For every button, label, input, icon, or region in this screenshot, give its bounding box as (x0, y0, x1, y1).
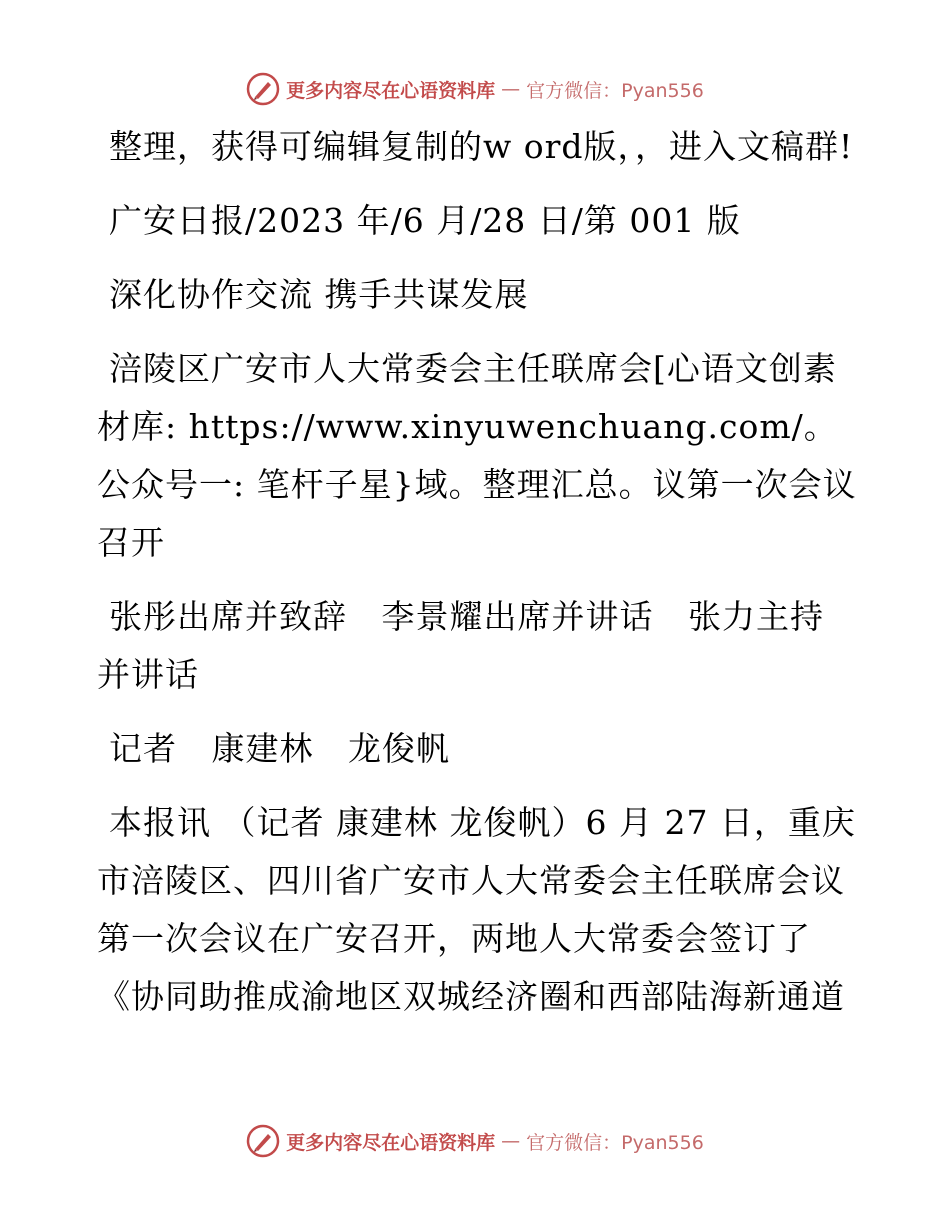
watermark-dash: — (501, 78, 521, 100)
watermark-dash: — (501, 1130, 521, 1152)
watermark-text: 更多内容尽在心语资料库 (286, 1131, 496, 1154)
paragraph-subheadline: 涪陵区广安市人大常委会主任联席会[心语文创素材库: https://www.xinyuwenchuang.com/。公众号一: 笔杆子星}域。整理汇总。议第一次会议召开 (97, 349, 857, 562)
document-body (97, 118, 857, 1042)
pen-logo-icon (246, 1124, 280, 1158)
paragraph-reporters: 记者 康建林 龙俊帆 (109, 729, 450, 768)
paragraph-speakers: 张彤出席并致辞 李景耀出席并讲话 张力主持并讲话 (97, 597, 824, 694)
paragraph-source: 广安日报/2023 年/6 月/28 日/第 001 版 (109, 201, 741, 240)
paragraph-headline: 深化协作交流 携手共谋发展 (109, 275, 529, 314)
paragraph-body: 本报讯 （记者 康建林 龙俊帆）6 月 27 日，重庆市涪陵区、四川省广安市人大常委会主任联席会议第一次会议在广安召开，两地人大常委会签订了《协同助推成渝地区双城经济圈和西部陆海新通道 (97, 803, 856, 1016)
header-watermark (0, 72, 950, 106)
pen-logo-icon (246, 72, 280, 106)
watermark-wechat: 官方微信：Pyan556 (526, 1131, 704, 1154)
footer-watermark (0, 1124, 950, 1158)
watermark-text: 更多内容尽在心语资料库 (286, 79, 496, 102)
watermark-wechat: 官方微信：Pyan556 (526, 79, 704, 102)
paragraph-intro: 整理，获得可编辑复制的w ord版，，进入文稿群! (109, 127, 854, 166)
